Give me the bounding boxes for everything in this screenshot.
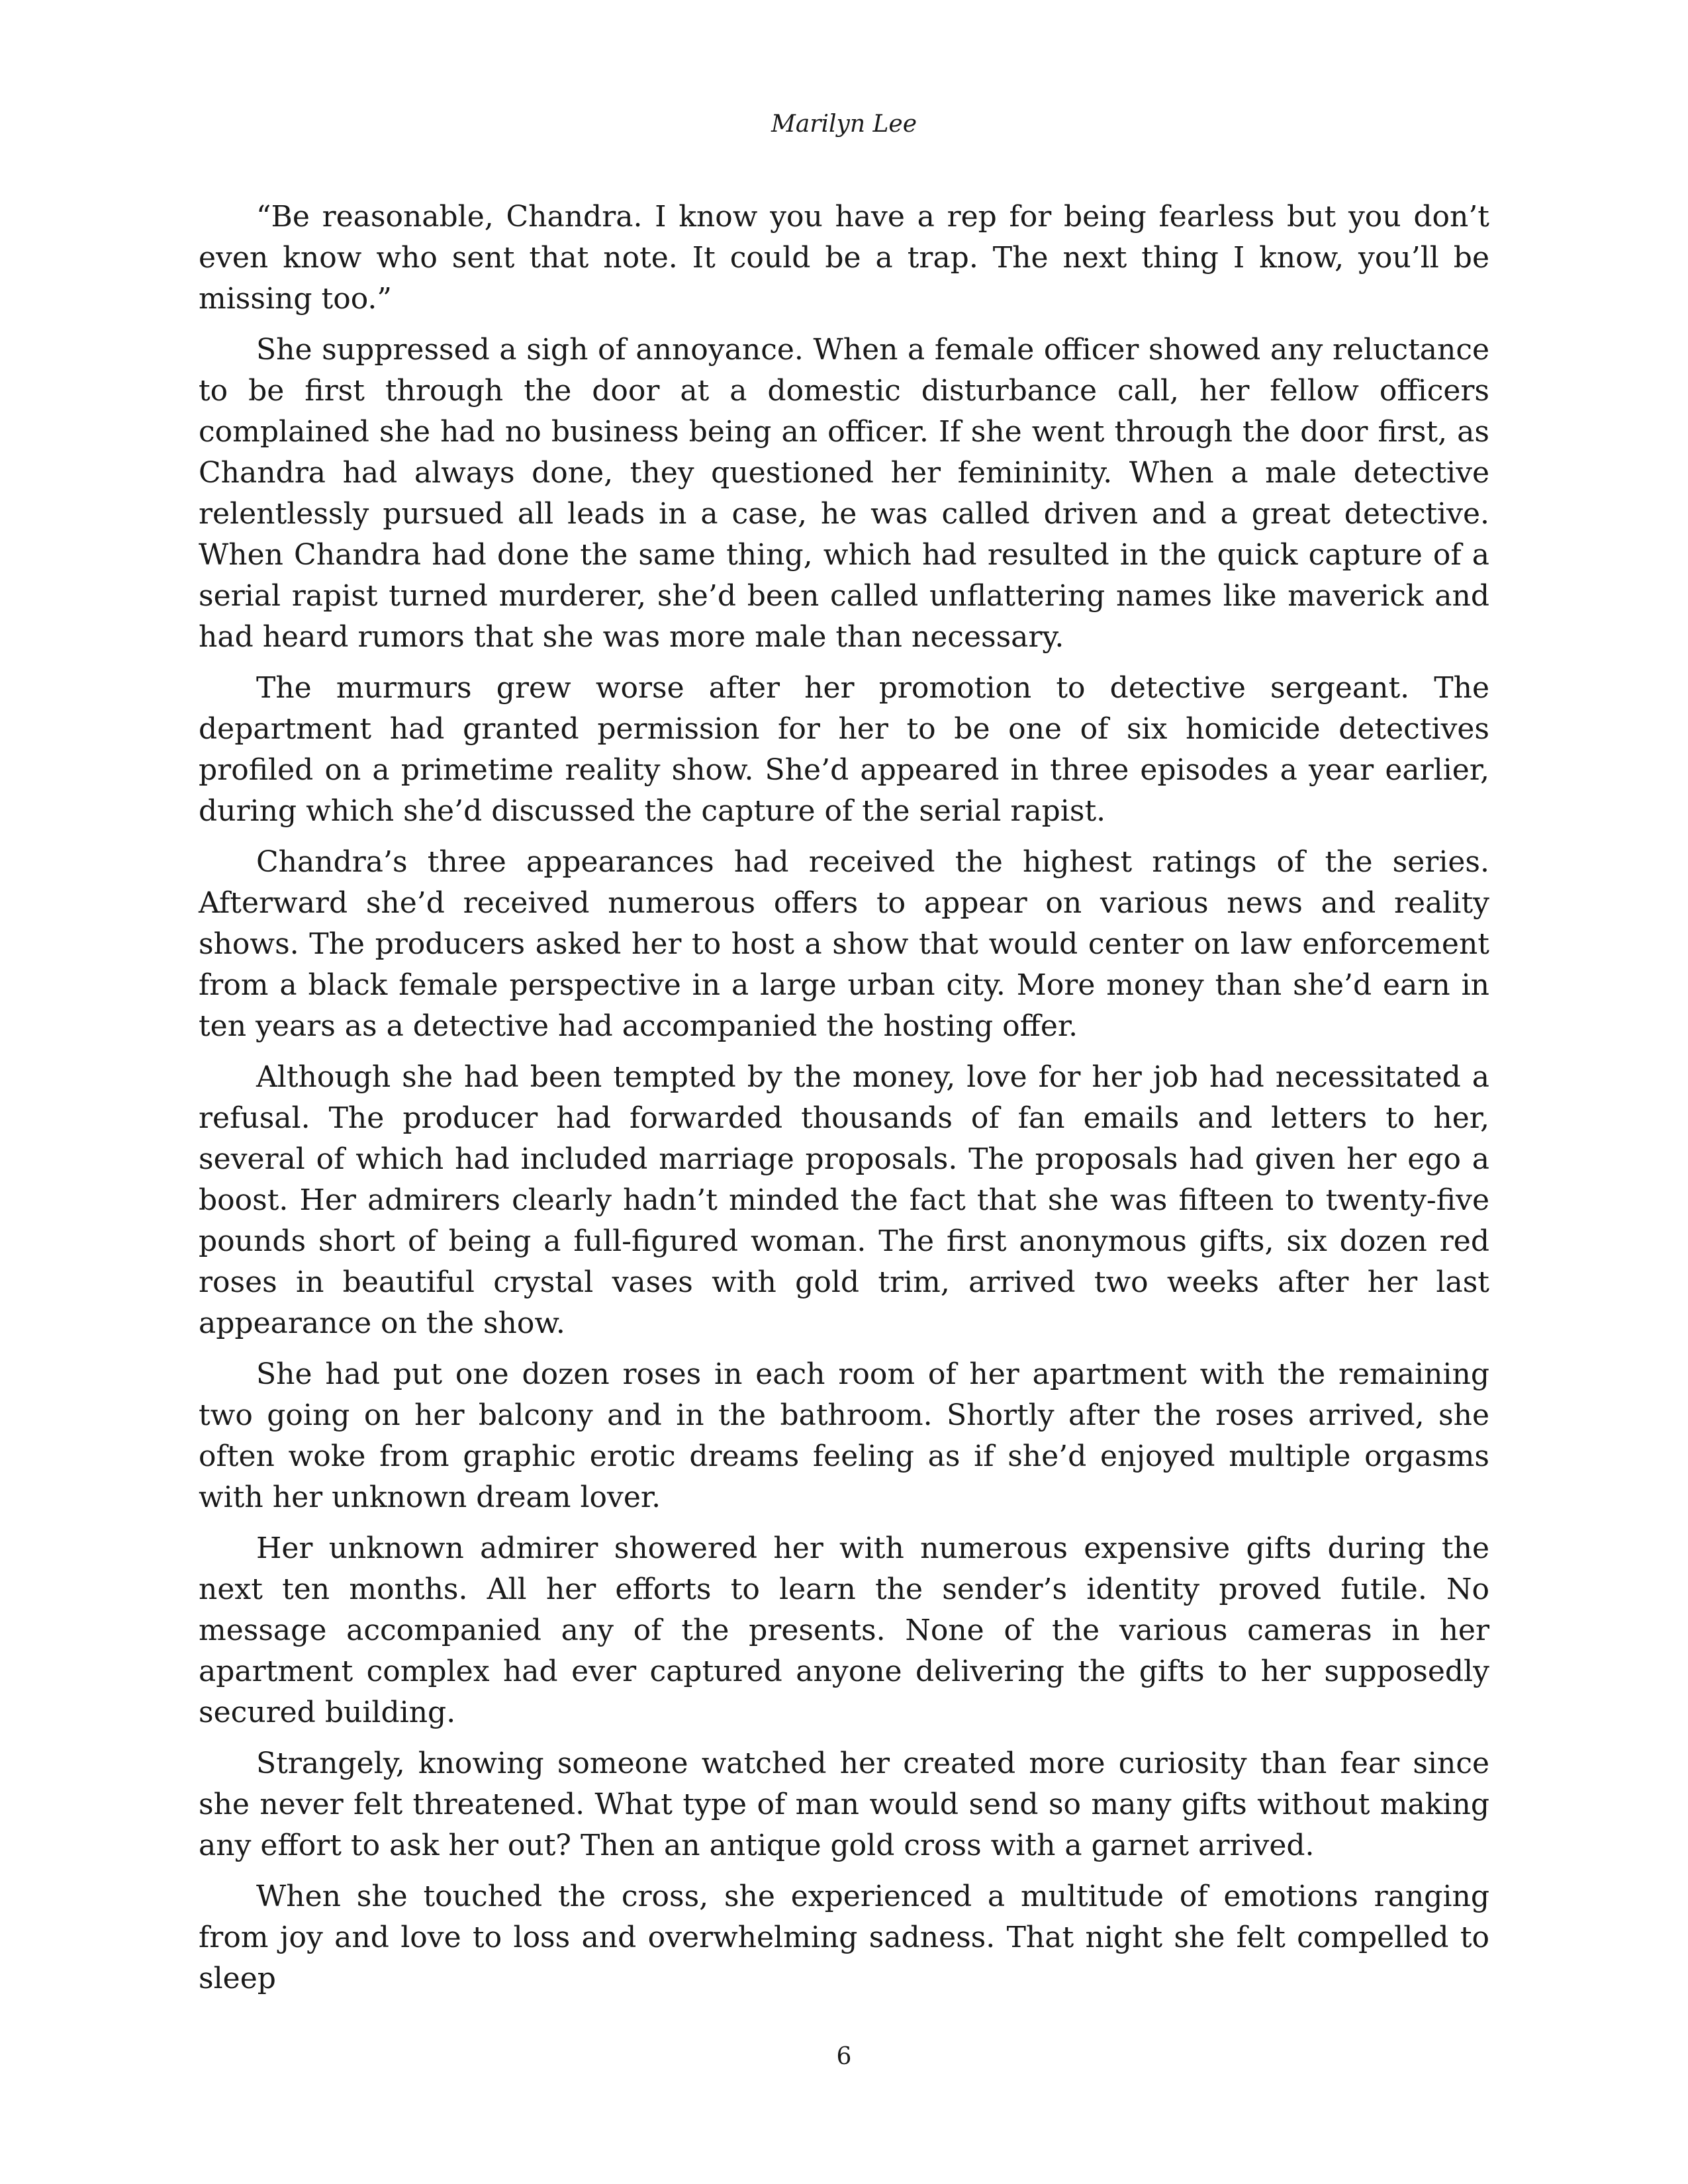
paragraph: Her unknown admirer showered her with numerous expensive gifts during the next ten months. All her efforts to learn the sender’s identity proved futile. No message accompanied any of the presents. None of the various cameras in her apartment complex had ever captured anyone delivering the gifts to her supposedly secured building. <box>199 1531 1489 1729</box>
paragraph: The murmurs grew worse after her promotion to detective sergeant. The department had granted permission for her to be one of six homicide detectives profiled on a primetime reality show. She’d appeared in three episodes a year earlier, during which she’d discussed the capture of the serial rapist. <box>199 671 1489 828</box>
paragraph: Chandra’s three appearances had received the highest ratings of the series. Afterward she’d received numerous offers to appear on various news and reality shows. The producers asked her to host a show that would center on law enforcement from a black female perspective in a large urban city. More money than she’d earn in ten years as a detective had accompanied the hosting offer. <box>199 845 1489 1043</box>
running-header: Marilyn Lee <box>771 111 917 138</box>
page-number: 6 <box>836 2043 852 2070</box>
paragraph: When she touched the cross, she experienced a multitude of emotions ranging from joy and love to loss and overwhelming sadness. That night she felt compelled to sleep <box>199 1880 1489 1995</box>
paragraph: Strangely, knowing someone watched her created more curiosity than fear since she never felt threatened. What type of man would send so many gifts without making any effort to ask her out? Then an antique gold cross with a garnet arrived. <box>199 1747 1489 1862</box>
paragraph: Although she had been tempted by the money, love for her job had necessitated a refusal. The producer had forwarded thousands of fan emails and letters to her, several of which had included marriage proposals. The proposals had given her ego a boost. Her admirers clearly hadn’t minded the fact that she was fifteen to twenty-five pounds short of being a full-figured woman. The first anonymous gifts, six dozen red roses in beautiful crystal vases with gold trim, arrived two weeks after her last appearance on the show. <box>199 1060 1489 1340</box>
paragraph: “Be reasonable, Chandra. I know you have a rep for being fearless but you don’t even know who sent that note. It could be a trap. The next thing I know, you’ll be missing too.” <box>199 200 1489 316</box>
body-text <box>199 197 1489 1999</box>
paragraph: She suppressed a sigh of annoyance. When a female officer showed any reluctance to be first through the door at a domestic disturbance call, her fellow officers complained she had no business being an officer. If she went through the door first, as Chandra had always done, they questioned her femininity. When a male detective relentlessly pursued all leads in a case, he was called driven and a great detective. When Chandra had done the same thing, which had resulted in the quick capture of a serial rapist turned murderer, she’d been called unflattering names like maverick and had heard rumors that she was more male than necessary. <box>199 333 1489 654</box>
paragraph: She had put one dozen roses in each room of her apartment with the remaining two going on her balcony and in the bathroom. Shortly after the roses arrived, she often woke from graphic erotic dreams feeling as if she’d enjoyed multiple orgasms with her unknown dream lover. <box>199 1357 1489 1514</box>
